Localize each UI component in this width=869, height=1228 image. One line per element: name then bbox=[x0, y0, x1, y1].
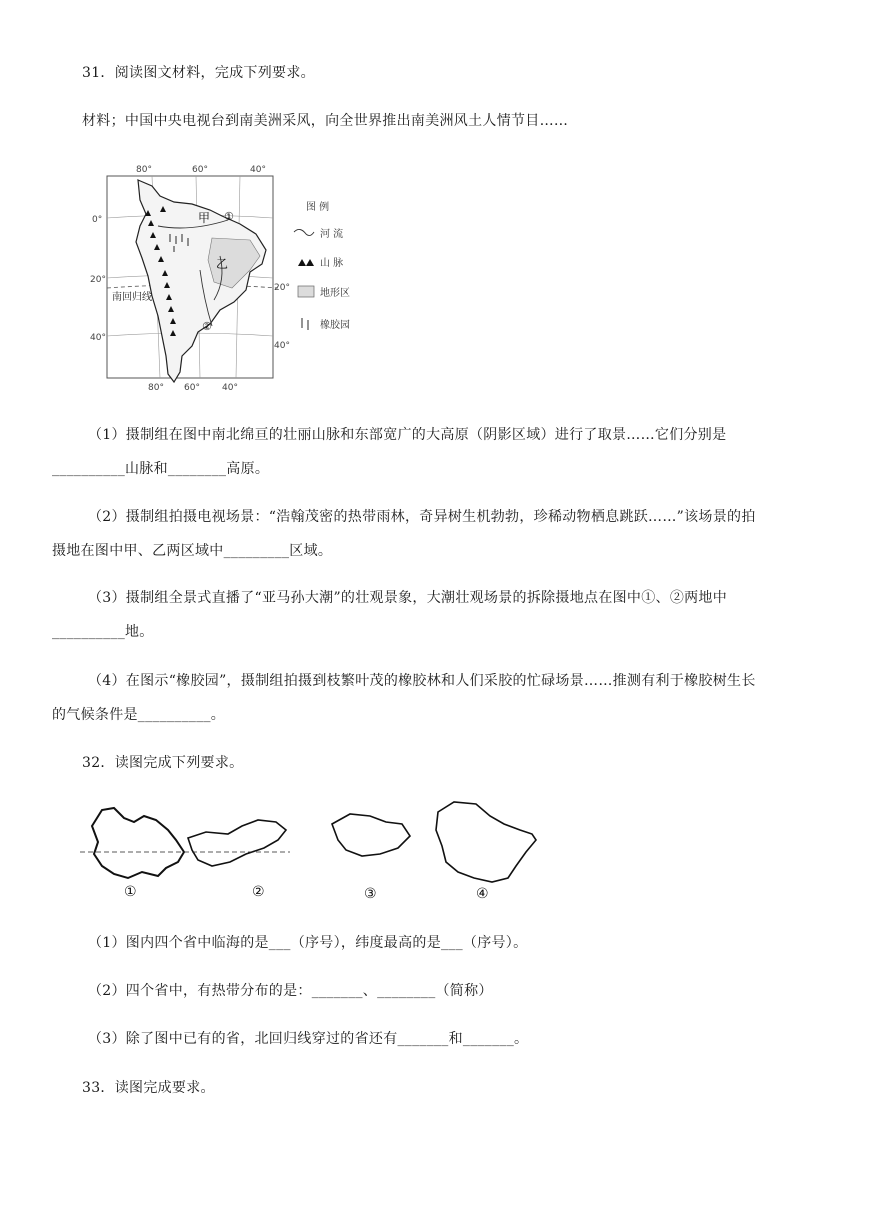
region-b-label: 乙 bbox=[216, 257, 229, 271]
q31-material: 材料；中国中央电视台到南美洲采风，向全世界推出南美洲风土人情节目…… bbox=[82, 113, 569, 129]
q31-title: 31．阅读图文材料，完成下列要求。 bbox=[82, 65, 315, 81]
q31-part2-line1: （2）摄制组拍摄电视场景：“浩翰茂密的热带雨林，奇异树生机勃勃，珍稀动物栖息跳跃……”该场景的拍 bbox=[88, 509, 756, 525]
q31-part4-line2: 的气候条件是__________。 bbox=[52, 707, 226, 723]
q31-part1-line1: （1）摄制组在图中南北绵亘的壮丽山脉和东部宽广的大高原（阴影区域）进行了取景……它们分别是 bbox=[88, 427, 727, 443]
point-2-label: ② bbox=[202, 320, 212, 333]
region-a-label: 甲 bbox=[198, 211, 211, 225]
province-3-outline bbox=[332, 814, 410, 856]
province-label-3: ③ bbox=[364, 886, 377, 902]
point-1-label: ① bbox=[224, 210, 234, 223]
q32-part2: （2）四个省中，有热带分布的是：_______、________（简称） bbox=[88, 983, 493, 999]
lon-top-2: 60° bbox=[192, 165, 208, 175]
province-1-outline bbox=[92, 808, 184, 878]
legend-rubber: 橡胶园 bbox=[320, 320, 350, 331]
lat-left-1: 0° bbox=[92, 215, 103, 225]
tropic-label: 南回归线 bbox=[112, 292, 152, 303]
legend-landform: 地形区 bbox=[320, 288, 350, 299]
south-america-map bbox=[90, 160, 370, 395]
legend-river-icon bbox=[294, 229, 314, 235]
legend-mountain-icon bbox=[298, 259, 314, 266]
province-label-2: ② bbox=[252, 884, 265, 900]
q31-part3-line1: （3）摄制组全景式直播了“亚马孙大潮”的壮观景象，大潮壮观场景的拆除摄地点在图中①、②两地中 bbox=[88, 590, 728, 606]
legend-rubber-icon bbox=[302, 318, 308, 330]
lon-bottom-3: 40° bbox=[222, 383, 238, 393]
lat-left-3: 40° bbox=[90, 333, 106, 343]
province-label-4: ④ bbox=[476, 886, 489, 902]
q31-part3-line2: __________地。 bbox=[52, 624, 154, 640]
q31-part1-line2: __________山脉和________高原。 bbox=[52, 461, 270, 477]
legend-river: 河 流 bbox=[320, 229, 344, 240]
lat-right-1: 20° bbox=[274, 283, 290, 293]
legend-mountain: 山 脉 bbox=[320, 258, 344, 269]
q31-part4-line1: （4）在图示“橡胶园”，摄制组拍摄到枝繁叶茂的橡胶林和人们采胶的忙碌场景……推测有利于橡胶树生长 bbox=[88, 673, 756, 689]
province-2-outline bbox=[188, 820, 286, 866]
province-label-1: ① bbox=[124, 884, 137, 900]
legend-landform-icon bbox=[298, 286, 314, 297]
q32-part3: （3）除了图中已有的省，北回归线穿过的省还有_______和_______。 bbox=[88, 1031, 529, 1047]
lon-bottom-2: 60° bbox=[184, 383, 200, 393]
q32-title: 32．读图完成下列要求。 bbox=[82, 755, 244, 771]
lat-left-2: 20° bbox=[90, 275, 106, 285]
lon-top-1: 80° bbox=[136, 165, 152, 175]
lon-top-3: 40° bbox=[250, 165, 266, 175]
q33-title: 33．读图完成要求。 bbox=[82, 1080, 215, 1096]
legend-title: 图 例 bbox=[306, 202, 330, 213]
province-4-outline bbox=[436, 802, 536, 882]
q31-part2-line2: 摄地在图中甲、乙两区域中_________区域。 bbox=[52, 543, 333, 559]
q32-part1: （1）图内四个省中临海的是___（序号），纬度最高的是___（序号）。 bbox=[88, 935, 528, 951]
provinces-figure bbox=[80, 796, 560, 906]
lon-bottom-1: 80° bbox=[148, 383, 164, 393]
lat-right-2: 40° bbox=[274, 341, 290, 351]
